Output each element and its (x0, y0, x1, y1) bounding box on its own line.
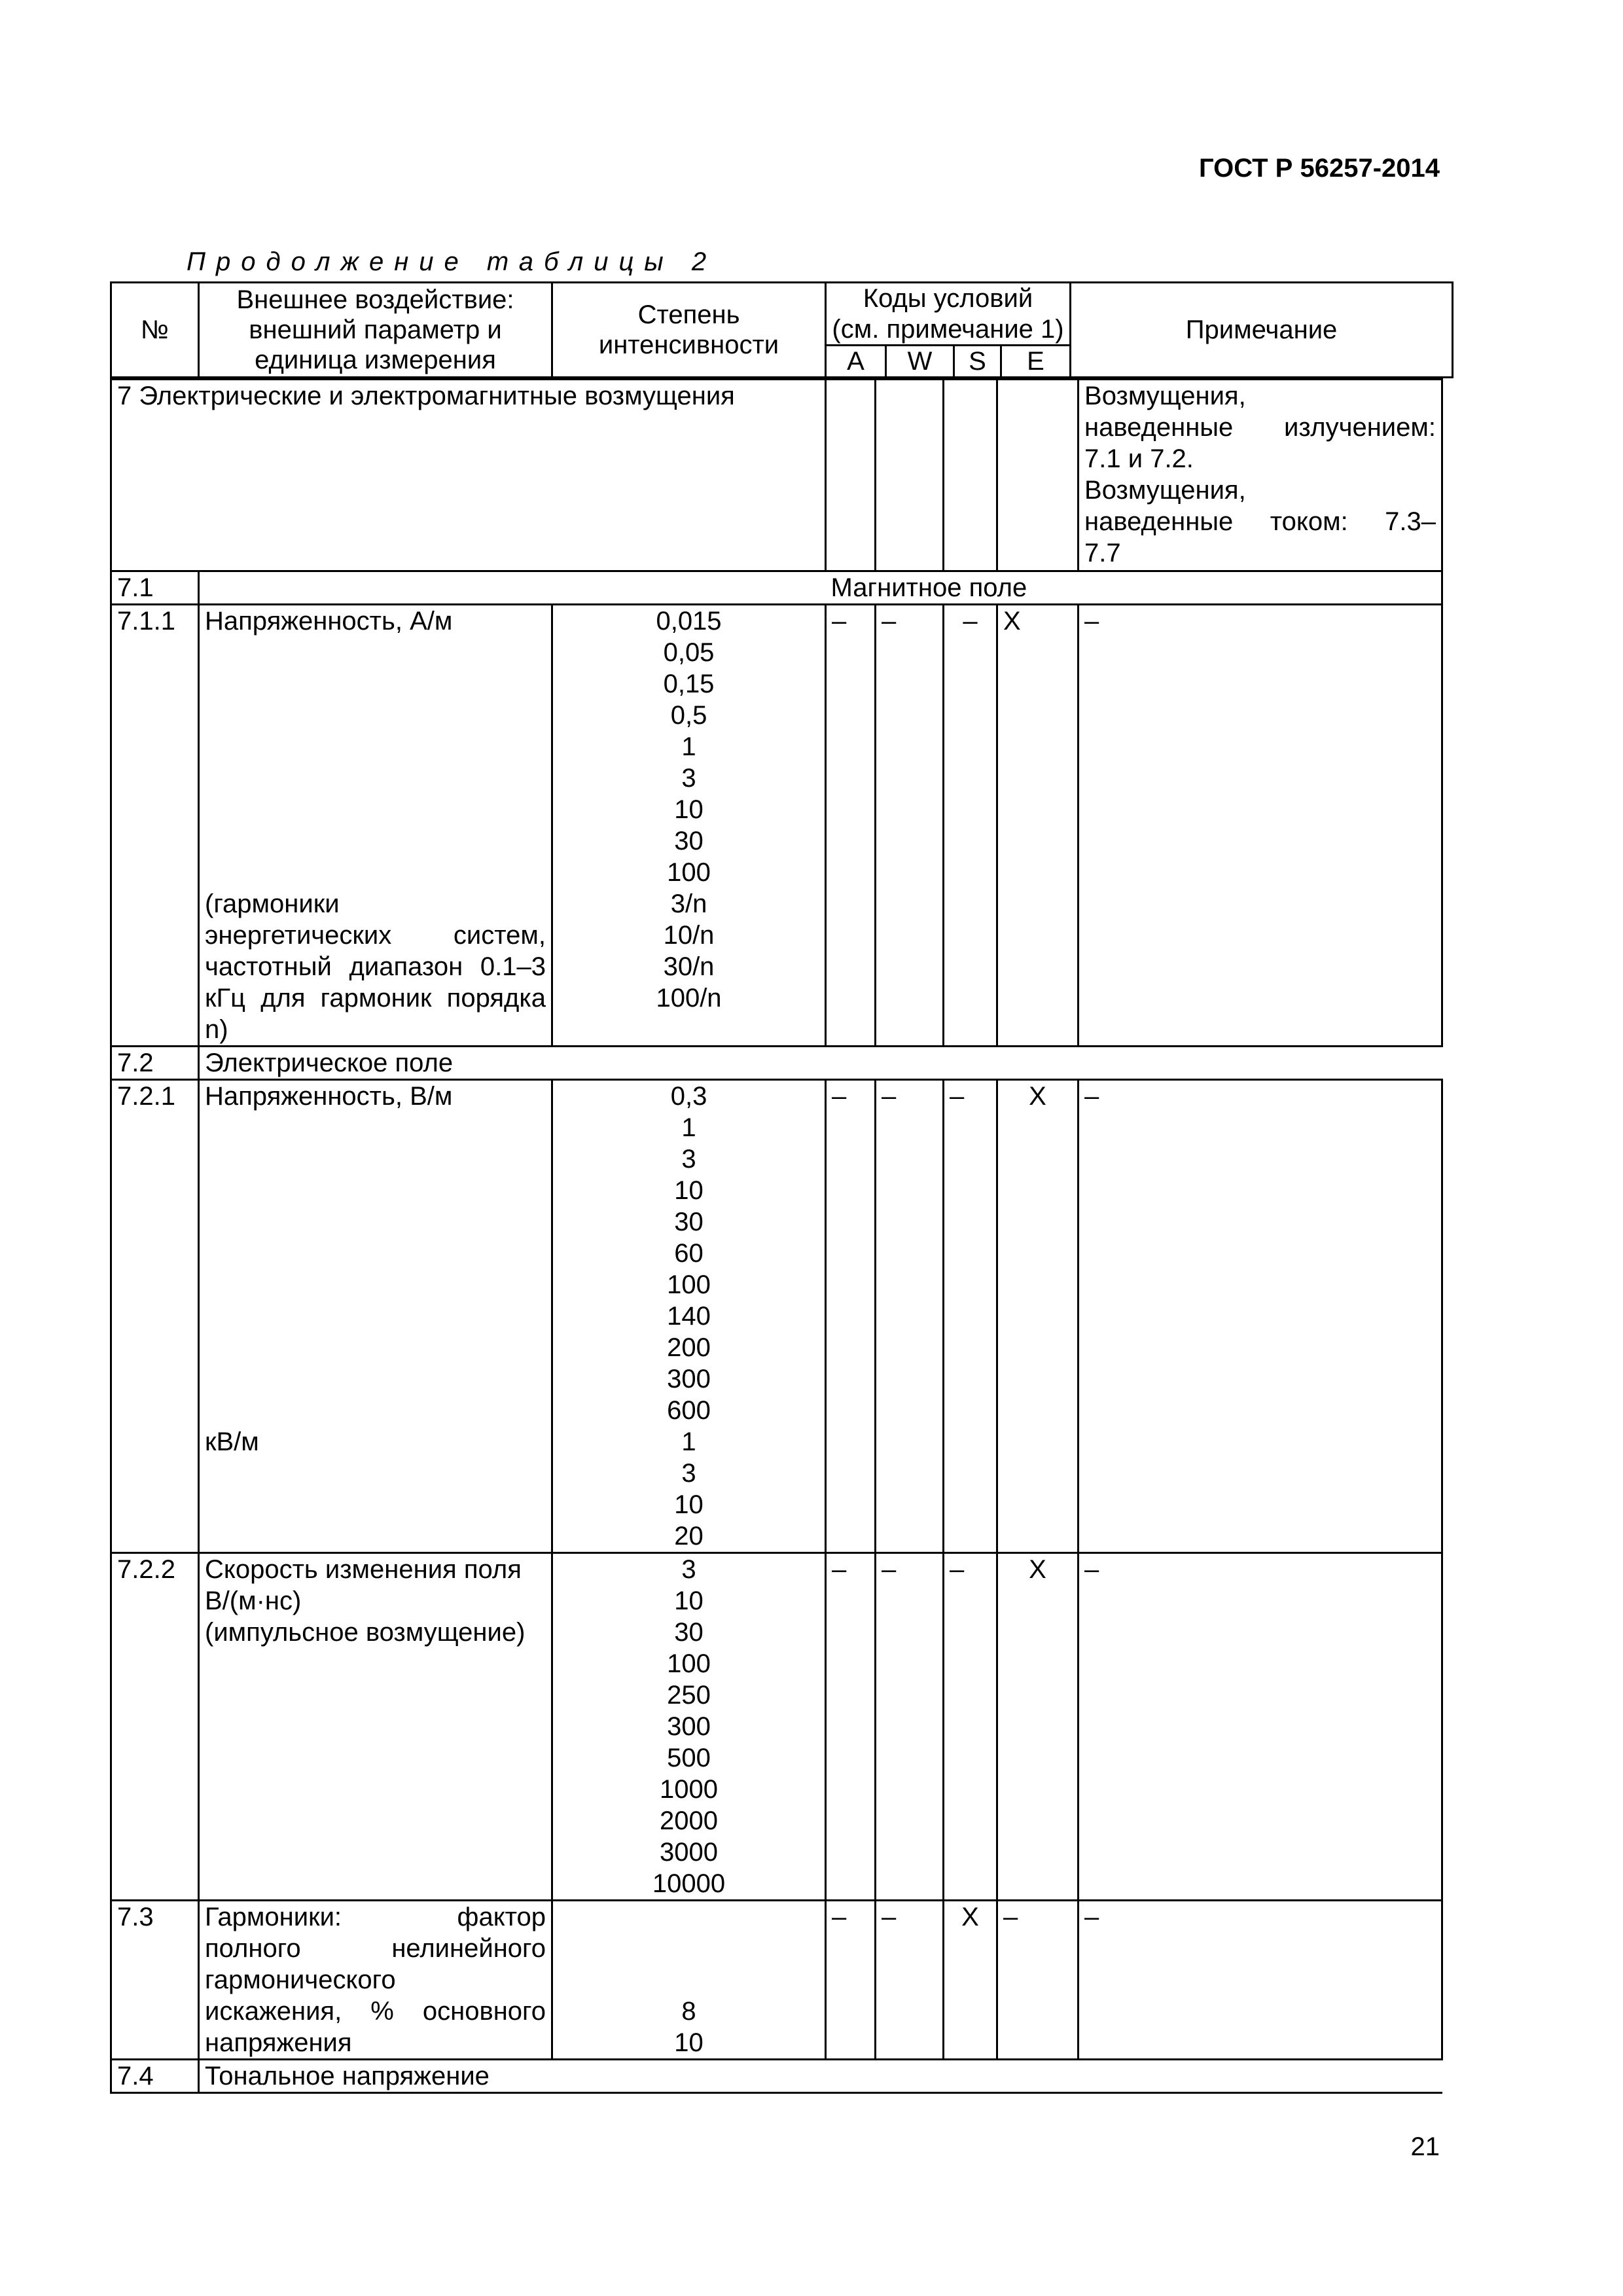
row-7-2-1 (111, 1080, 1442, 1553)
row-7-3 (111, 1901, 1442, 2060)
empty-cell (199, 571, 826, 605)
row-7-4 (111, 2060, 1442, 2093)
header-codes-ref: (см. примечание 1) (826, 314, 1071, 346)
row-values: 8 10 (552, 1901, 826, 2060)
row-7-1 (111, 571, 1442, 605)
section-7-title: 7 Электрические и электромагнитные возмущения (111, 380, 826, 571)
code-s-value: – (944, 1080, 997, 1553)
header-note: Примечание (1071, 283, 1453, 378)
code-w: W (886, 346, 954, 378)
row-title: Электрическое поле (199, 1047, 1442, 1080)
row-7-2-2 (111, 1553, 1442, 1901)
table-header (110, 281, 1454, 378)
code-cell (944, 380, 997, 571)
code-e: E (1001, 346, 1071, 378)
section-7-row (111, 380, 1442, 571)
row-parameter: Напряженность, В/м кВ/м (199, 1080, 552, 1553)
row-title: Магнитное поле (826, 571, 1442, 605)
code-a-value: – (826, 1080, 876, 1553)
row-parameter: Гармоники: фактор полного нелинейного гармонического искажения, % основного напряжения (199, 1901, 552, 2060)
row-title: Тональное напряжение (199, 2060, 1442, 2093)
row-number: 7.4 (111, 2060, 199, 2093)
code-w-value: – (876, 605, 944, 1047)
section-7-note: Возмущения, наведенные излучением: 7.1 и 7.2. Возмущения, наведенные током: 7.3– 7.7 (1079, 380, 1442, 571)
row-7-1-1 (111, 605, 1442, 1047)
code-s: S (954, 346, 1001, 378)
code-e-value: X (997, 605, 1079, 1047)
code-s-value: – (944, 605, 997, 1047)
row-parameter: Скорость изменения поля В/(м·нс) (импульсное возмущение) (199, 1553, 552, 1901)
code-w-value: – (876, 1553, 944, 1901)
code-a-value: – (826, 1553, 876, 1901)
row-note: – (1079, 1901, 1442, 2060)
header-number: № (111, 283, 199, 378)
code-a-value: – (826, 1901, 876, 2060)
row-7-2 (111, 1047, 1442, 1080)
header-parameter: Внешнее воздействие: внешний параметр и единица измерения (199, 283, 552, 378)
code-e-value: X (997, 1553, 1079, 1901)
row-values: 3 10 30 100 250 300 500 1000 2000 3000 10000 (552, 1553, 826, 1901)
page-number: 21 (1410, 2132, 1440, 2161)
document-code: ГОСТ Р 56257-2014 (1198, 154, 1440, 183)
row-number: 7.1 (111, 571, 199, 605)
code-e-value: – (997, 1901, 1079, 2060)
row-number: 7.3 (111, 1901, 199, 2060)
code-s-value: X (944, 1901, 997, 2060)
header-degree: Степень интенсивности (552, 283, 826, 378)
row-number: 7.2 (111, 1047, 199, 1080)
row-number: 7.2.1 (111, 1080, 199, 1553)
code-cell (876, 380, 944, 571)
row-note: – (1079, 1553, 1442, 1901)
code-w-value: – (876, 1080, 944, 1553)
code-cell (826, 380, 876, 571)
row-note: – (1079, 605, 1442, 1047)
code-a: A (826, 346, 886, 378)
code-cell (997, 380, 1079, 571)
table-body (110, 378, 1443, 2094)
header-codes: Коды условий (826, 283, 1071, 314)
row-number: 7.1.1 (111, 605, 199, 1047)
code-s-value: – (944, 1553, 997, 1901)
row-parameter: Напряженность, А/м (гармоники энергетических систем, частотный диапазон 0.1–3 кГц для гармоник порядка n) (199, 605, 552, 1047)
code-e-value: X (997, 1080, 1079, 1553)
row-values: 0,3 1 3 10 30 60 100 140 200 300 600 1 3 10 20 (552, 1080, 826, 1553)
code-a-value: – (826, 605, 876, 1047)
row-note: – (1079, 1080, 1442, 1553)
code-w-value: – (876, 1901, 944, 2060)
table-caption: Продолжение таблицы 2 (187, 247, 717, 276)
row-values: 0,015 0,05 0,15 0,5 1 3 10 30 100 3/n 10/n 30/n 100/n (552, 605, 826, 1047)
row-number: 7.2.2 (111, 1553, 199, 1901)
